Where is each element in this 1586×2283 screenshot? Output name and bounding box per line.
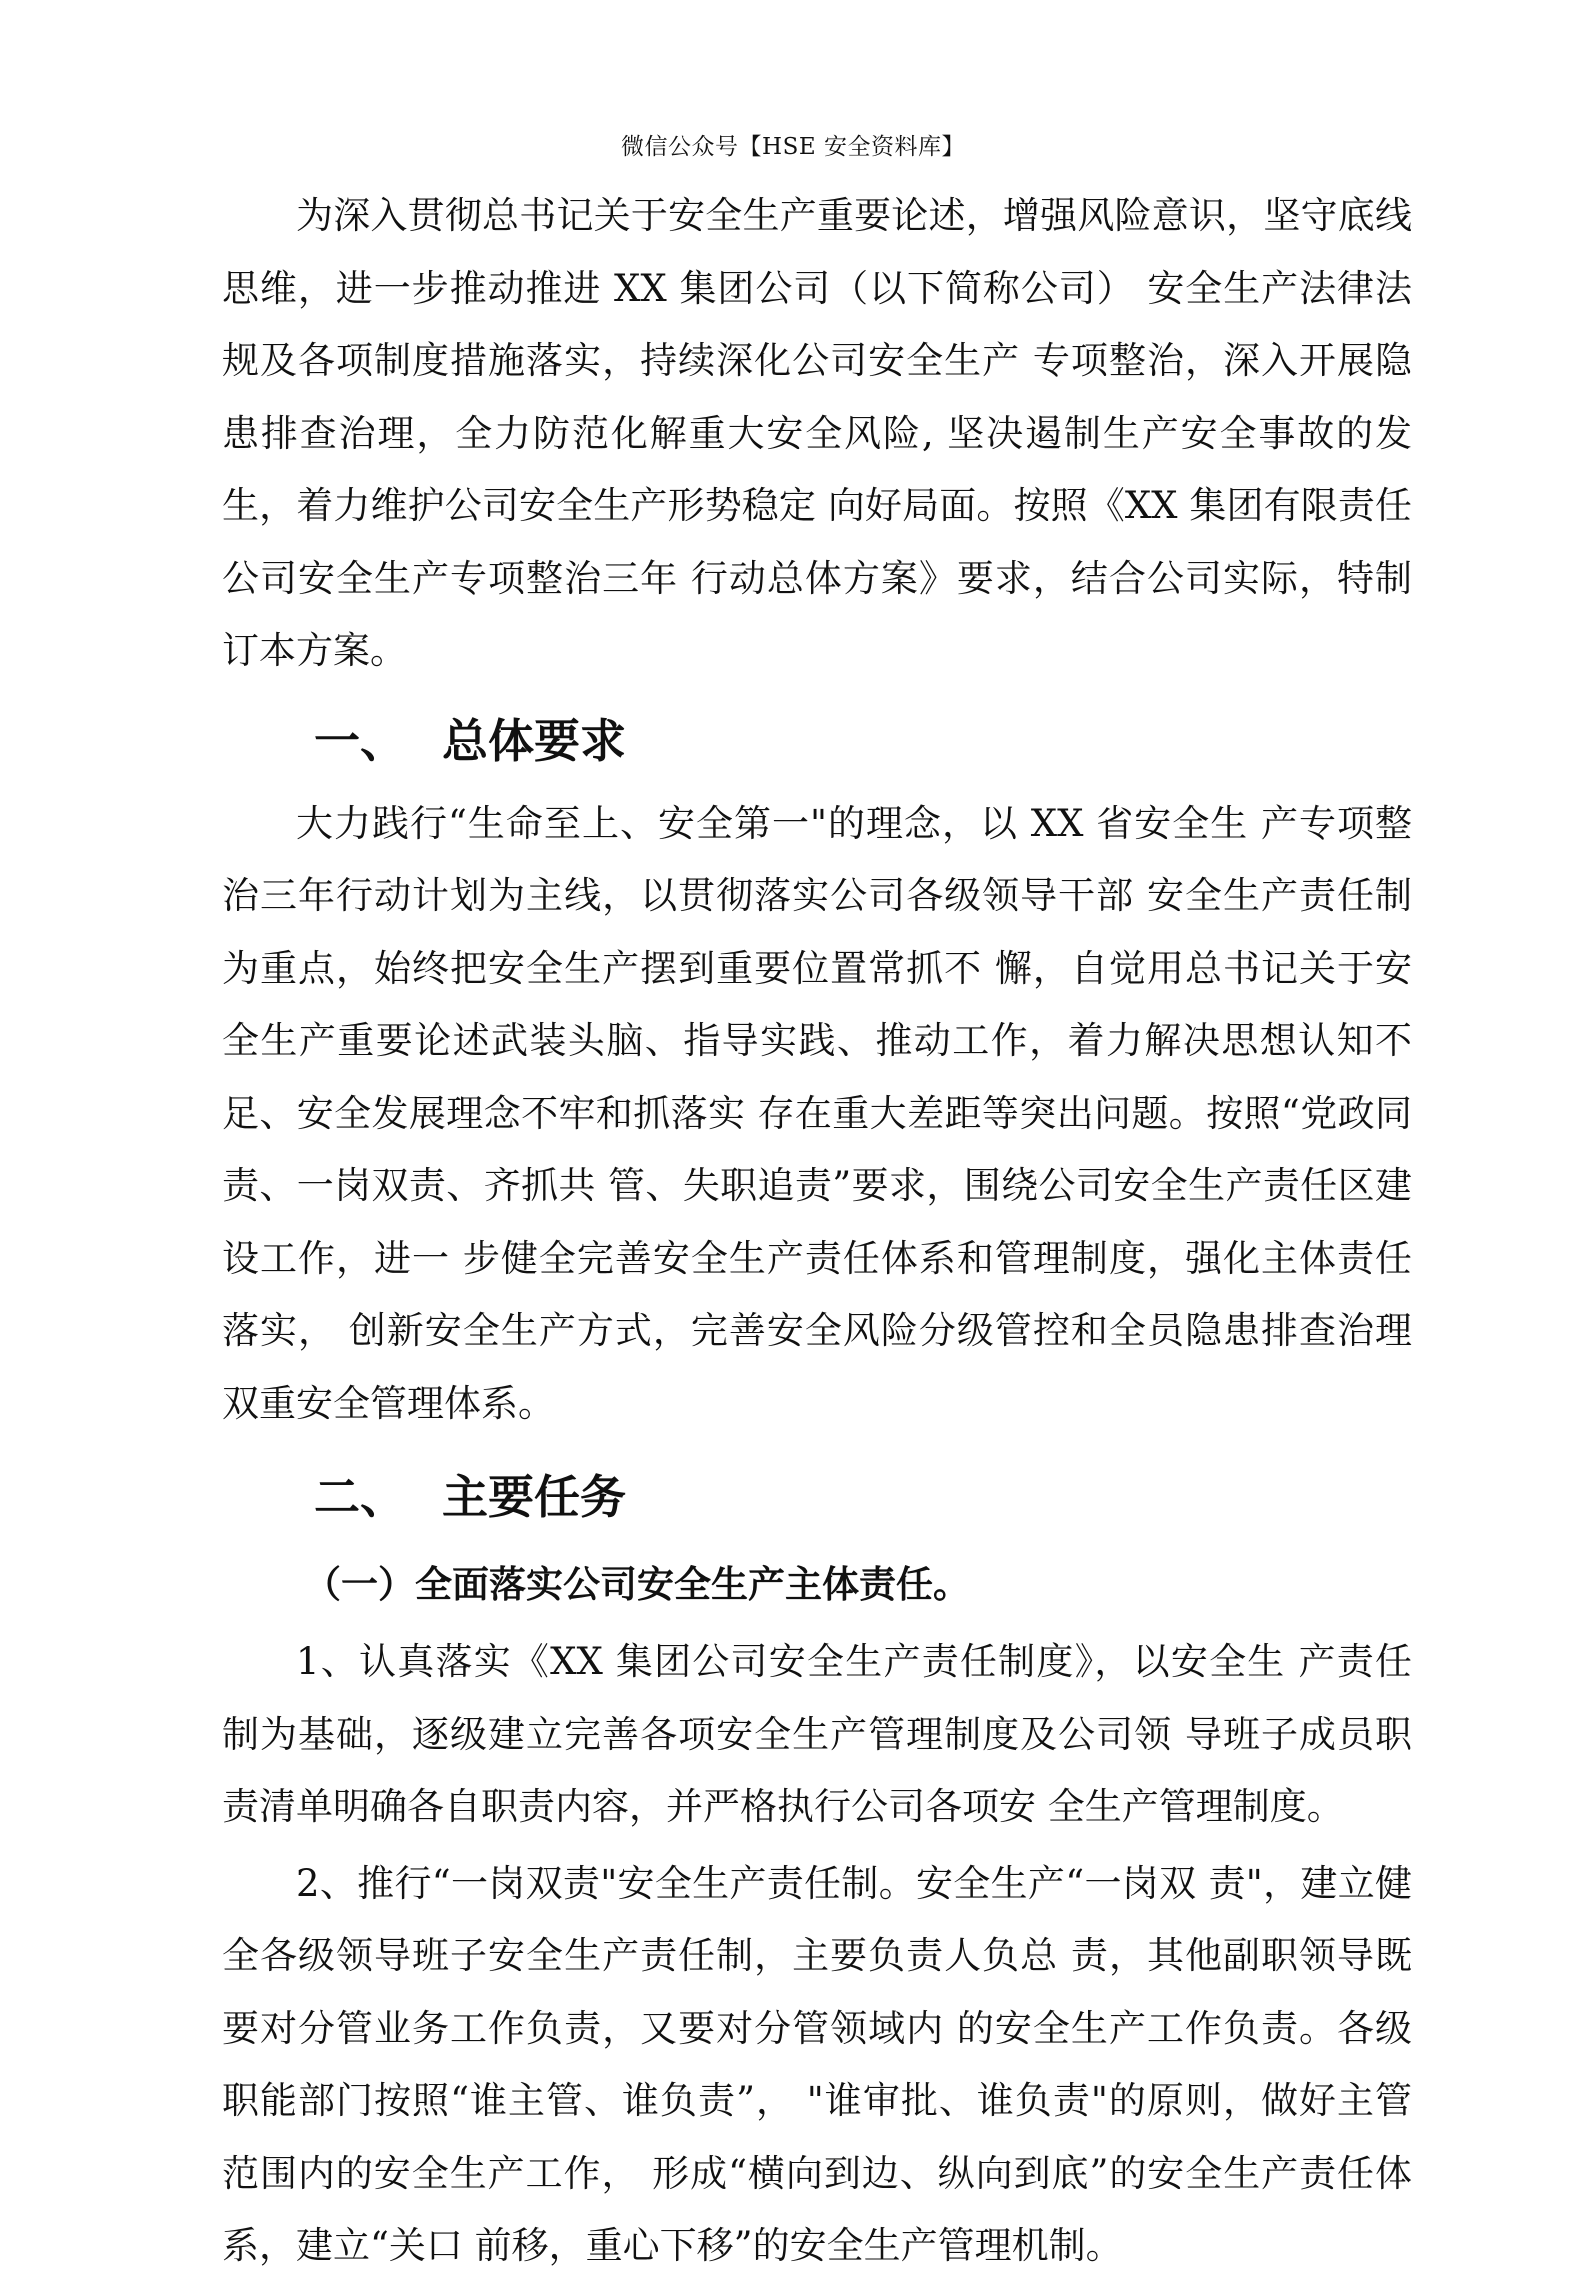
general-requirements-paragraph: 大力践行“生命至上、安全第一"的理念，以 XX 省安全生 产专项整治三年行动计划为主线，以贯彻落实公司各级领导干部 安全生产责任制为重点，始终把安全生产摆到重要位置常抓不 懈，自觉用总书记关于安全生产重要论述武装头脑、指导实践、推动工作，着力解决思想认知不足、安全发展理念不牢和抓落实 存在重大差距等突出问题。按照“党政同责、一岗双责、齐抓共 管、失职追责”要求，围绕公司安全生产责任区建设工作，进一 步健全完善安全生产责任体系和管理制度，强化主体责任落实， 创新安全生产方式，完善安全风险分级管控和全员隐患排查治理 双重安全管理体系。 xyxy=(222,801,1412,1425)
section-heading-main-tasks xyxy=(222,1452,1412,1542)
section-heading-general-requirements xyxy=(222,696,1412,786)
section-title: 总体要求 xyxy=(442,713,626,768)
document-body xyxy=(222,180,1412,2283)
section-title: 主要任务 xyxy=(442,1470,626,1524)
subsection-heading-1: （一）全面落实公司安全生产主体责任。 xyxy=(304,1562,970,1606)
section-number: 二、 xyxy=(314,1470,406,1524)
section-number: 一、 xyxy=(314,713,406,768)
task-item-2: 2、推行“一岗双责"安全生产责任制。安全生产“一岗双 责"，建立健全各级领导班子安全生产责任制，主要负责人负总 责，其他副职领导既要对分管业务工作负责，又要对分管领域内 的安全生产工作负责。各级职能部门按照“谁主管、谁负责”， "谁审批、谁负责"的原则，做好主管范围内的安全生产工作， 形成“横向到边、纵向到底”的安全生产责任体系，建立“关口 前移，重心下移”的安全生产管理机制。 xyxy=(222,1861,1412,2267)
page-header: 微信公众号【HSE 安全资料库】 xyxy=(621,134,965,160)
task-item-1: 1、认真落实《XX 集团公司安全生产责任制度》，以安全生 产责任制为基础，逐级建立完善各项安全生产管理制度及公司领 导班子成员职责清单明确各自职责内容，并严格执行公司各项安 全生产管理制度。 xyxy=(222,1640,1412,1828)
intro-paragraph: 为深入贯彻总书记关于安全生产重要论述，增强风险意识，坚守底线思维，进一步推动推进 XX 集团公司（以下简称公司） 安全生产法律法规及各项制度措施落实，持续深化公司安全生产 专项整治，深入开展隐患排查治理，全力防范化解重大安全风险, 坚决遏制生产安全事故的发生，着力维护公司安全生产形势稳定 向好局面。按照《XX 集团有限责任公司安全生产专项整治三年 行动总体方案》要求，结合公司实际，特制订本方案。 xyxy=(222,194,1412,672)
